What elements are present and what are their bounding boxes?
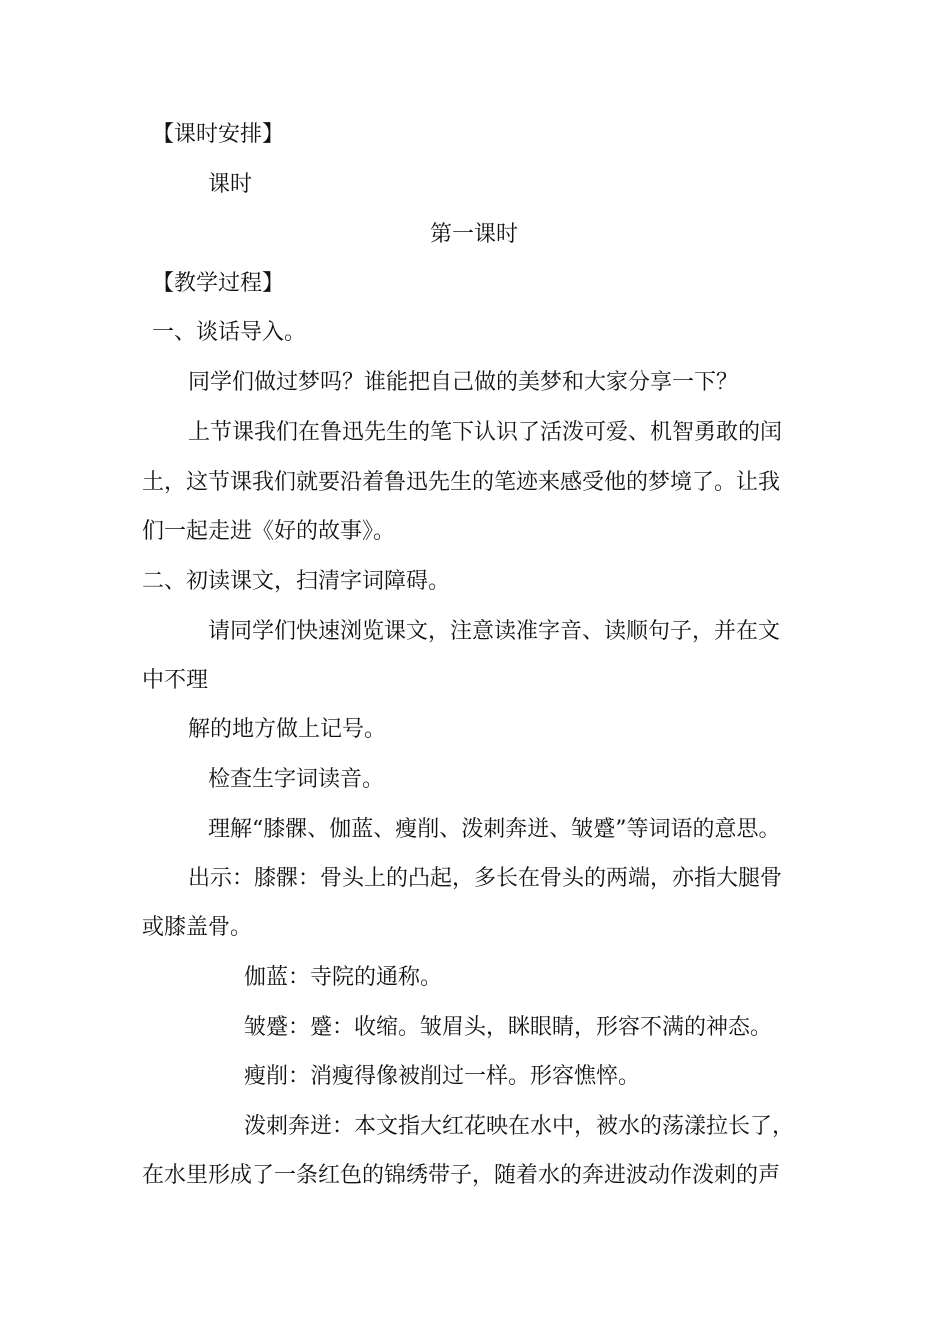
- part1-paragraph-2-line-1: 上节课我们在鲁迅先生的笔下认识了活泼可爱、机智勇敢的闰: [188, 420, 783, 445]
- part1-paragraph-2-line-3: 们一起走进《好的故事》。: [142, 519, 396, 544]
- part1-heading: 一、谈话导入。: [152, 320, 307, 345]
- definition-pocibenbeng-line-1: 泼刺奔迸：本文指大红花映在水中，被水的荡漾拉长了，: [244, 1114, 795, 1139]
- part2-instruction-line-3: 解的地方做上记号。: [188, 717, 387, 742]
- understand-words: 理解“膝髁、伽蓝、瘦削、泼刺奔迸、皱蹙”等词语的意思。: [208, 817, 781, 842]
- definition-pocibenbeng-line-2: 在水里形成了一条红色的锦绣带子，随着水的奔进波动作泼刺的声: [142, 1163, 781, 1188]
- definition-zhoucu: 皱蹙：蹙：收缩。皱眉头，眯眼睛，形容不满的神态。: [244, 1015, 773, 1040]
- definition-xike-line-2: 或膝盖骨。: [142, 915, 253, 940]
- section-process-heading: 【教学过程】: [152, 271, 285, 296]
- check-pronunciation: 检查生字词读音。: [208, 767, 385, 792]
- part1-paragraph-1: 同学们做过梦吗？谁能把自己做的美梦和大家分享一下？: [188, 370, 739, 395]
- section-schedule-heading: 【课时安排】: [152, 122, 285, 147]
- lesson-title: 第一课时: [430, 222, 519, 247]
- part2-instruction-line-2: 中不理: [142, 668, 209, 693]
- part2-instruction-line-1: 请同学们快速浏览课文，注意读准字音、读顺句子，并在文: [208, 619, 781, 644]
- part2-heading: 二、初读课文，扫清字词障碍。: [142, 569, 451, 594]
- definition-xike-line-1: 出示：膝髁：骨头上的凸起，多长在骨头的两端，亦指大腿骨: [188, 866, 783, 891]
- schedule-text: 课时: [208, 172, 253, 197]
- part1-paragraph-2-line-2: 土，这节课我们就要沿着鲁迅先生的笔迹来感受他的梦境了。让我: [142, 470, 781, 495]
- definition-jialan: 伽蓝：寺院的通称。: [244, 965, 443, 990]
- definition-shouxue: 瘦削：消瘦得像被削过一样。形容憔悴。: [244, 1064, 641, 1089]
